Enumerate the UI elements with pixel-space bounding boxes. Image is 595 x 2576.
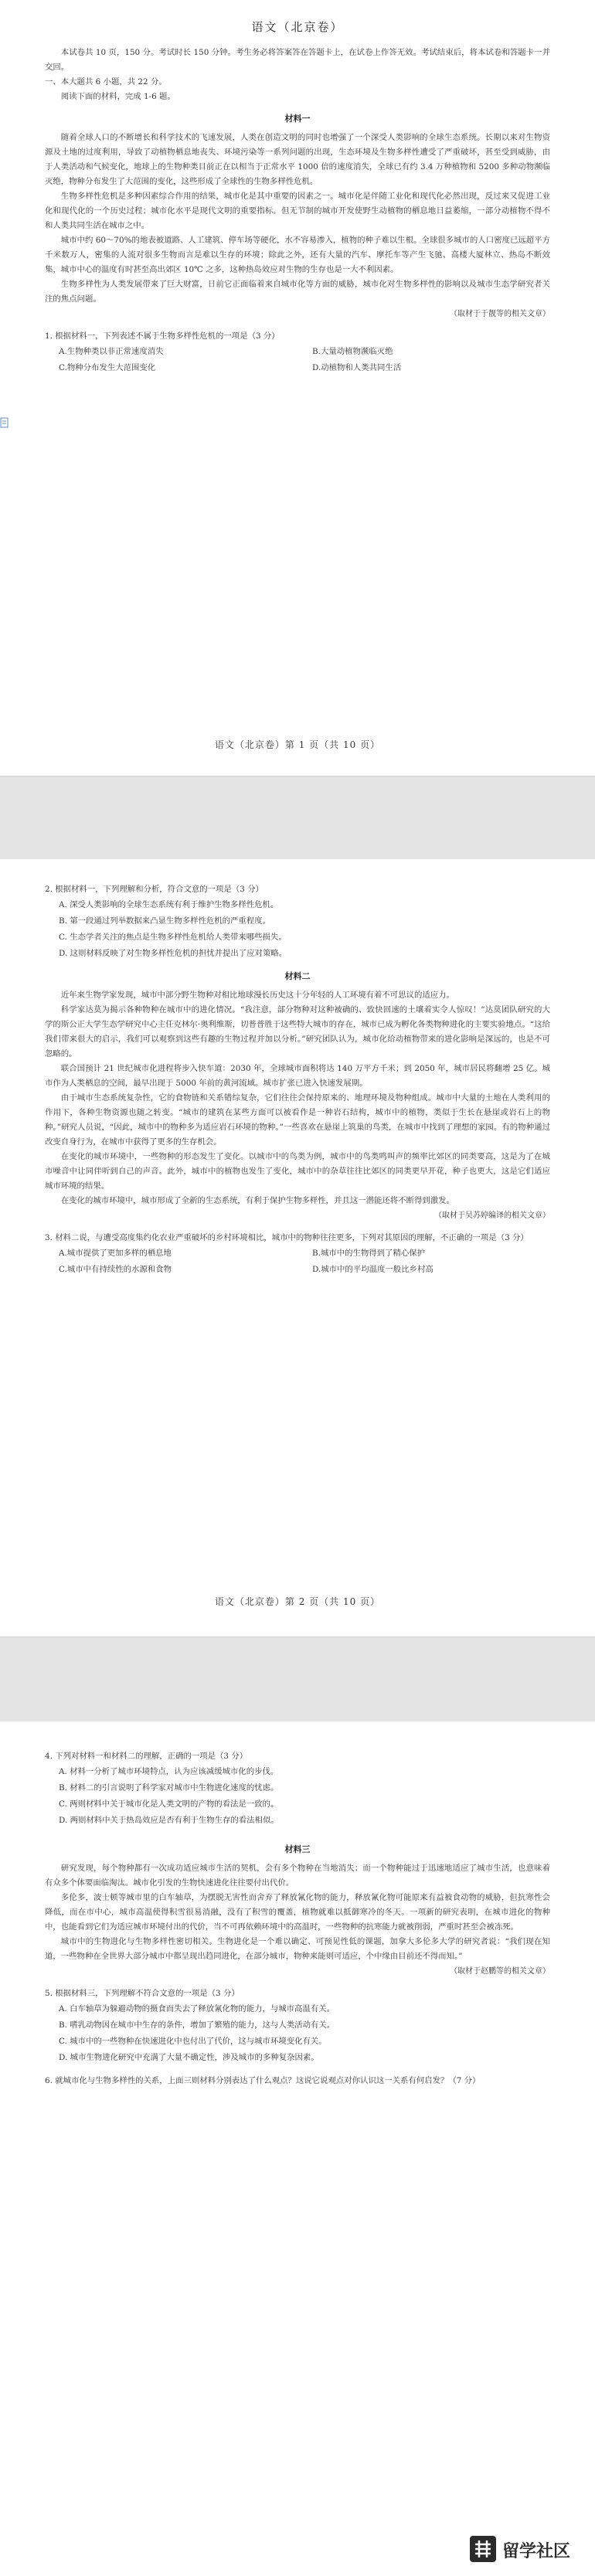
- option-b: B. 第一段通过列举数据来凸显生物多样性危机的严重程度。: [59, 916, 271, 926]
- question-4-stem: 4. 下列对材料一和材料二的理解，正确的一项是（3 分）: [45, 1752, 248, 1761]
- page-footer: 语文（北京卷）第 2 页（共 10 页）: [214, 1596, 381, 1607]
- intro-instructions: 本试卷共 10 页，150 分。考试时长 150 分钟。考生务必将答案答在答题卡上，在试卷上作答无效。考试结束后，将本试卷和答题卡一并交回。: [45, 48, 550, 72]
- material-2-paragraph: 在变化的城市环境中，一些物种的形态发生了变化。以城市中的鸟类为例，城市中的鸟类鸣叫声的频率比郊区的同类要高，这是为了在城市噪音中让同伴听到自己的声音。此外，城市中的植物也发生了变化，城市中的杂草往往比郊区的同类更早开花，种子也更大，这是它们适应城市环境的结果。: [45, 1152, 550, 1191]
- option-a: A. 白车轴草为躲避动物的摄食而失去了释放氰化物的能力，与城市高温有关。: [59, 2004, 335, 2014]
- watermark-logo: [468, 2533, 584, 2568]
- page-3: [0, 1721, 595, 2576]
- option-a: A. 材料一分析了城市环境特点，认为应该减缓城市化的步伐。: [59, 1767, 279, 1776]
- material-1-heading: 材料一: [284, 114, 311, 124]
- option-d: D.动植物和人类共同生活: [312, 363, 402, 372]
- material-3-source: （取材于赵鹏等的相关文章）: [450, 1967, 550, 1976]
- option-a: A.城市提供了更加多样的栖息地: [59, 1249, 172, 1258]
- material-1-paragraph: 生物多样性为人类发展带来了巨大财富，日前它正面临着来自城市化等方面的威胁，城市化对生物多样性的影响以及城市生态学研究者关注的焦点问题。: [45, 280, 550, 304]
- section-header: 一、本大题共 6 小题，共 22 分。: [45, 77, 167, 87]
- page-separator: [0, 776, 595, 861]
- material-2-source: （取材于吴苏婷编译的相关文章）: [434, 1212, 550, 1220]
- question-5-options: [45, 2001, 550, 2066]
- question-3-options: [45, 1246, 550, 1278]
- material-1-paragraph: 城市中约 60～70%的地表被道路、人工建筑、停车场等硬化，水不容易渗入，植物的种子难以生根。全球很多城市的人口密度已远超平方千米数万人，密集的人流对很多生物而言是难以生存的环境；除此之外，还有大量的汽车、摩托车等产生飞驰、高楼大厦林立、热岛不断效集，城市中心的温度有时甚至高出郊区 10℃ 之多，这种热岛效应对生物的生存也是一大不利因素。: [45, 236, 550, 274]
- material-2-paragraph: 联合国预计 21 世纪城市化进程将步入快车道：2030 年，全球城市面积将达 140 万平方千米；到 2050 年，城市居民将翻增 25 亿。城市作为人类栖息的空间，最早出现于 5000 年前的黄河流域。城市扩张已进入快速发展期。: [45, 1064, 550, 1088]
- material-1-paragraph: 生物多样性危机是多种因素综合作用的结果，城市化是其中重要的因素之一。城市化是伴随工业化和现代化必然出现，反过来又促进工业化和现代化的一个历史过程；城市化水平是现代文明的重要指标。但无节制的城市开发使野生动植物的栖息地日益萎缩，一部分动植物不得不和人类共同生活在城市之中。: [45, 192, 550, 230]
- material-3-paragraph: 研究发现，每个物种都有一次成功适应城市生活的契机，会有多个物种在当地消失；而一个物种能过于迅速地适应了城市生活，也意味着有众多个体要面临淘汰。城市化引发的生物快速进化往往要付出代价。: [45, 1864, 550, 1888]
- material-2-paragraph: 由于城市生态系统复杂性，它的食物链和关系错综复杂，它们往往会保持原来的、地理环境及物种组成。城市中大量的土地在人类利用的作用下，各种生物资源也随之转变。“城市的建筑在某些方面可以被看作是一种岩石结构，城市中的植物，类似于生长在悬崖或岩石上的物种。”研究人员说，“因此，城市中的物种多为适应岩石环境的物种。”一些喜欢在悬崖上筑巢的鸟类，在城市中找到了理想的家园。有的物种通过改变自身行为，在城市中获得了更多的生存机会。: [45, 1093, 550, 1147]
- option-d: D. 两则材料中关于热岛效应是否有利于生物生存的看法相似。: [59, 1816, 279, 1825]
- option-d: D. 城市生物进化研究中充满了大量不确定性，涉及城市的多种复杂因素。: [59, 2053, 319, 2062]
- option-c: C. 生态学者关注的焦点是生物多样性危机给人类带来哪些损失。: [59, 933, 287, 942]
- question-1-options: [45, 344, 550, 376]
- material-3-heading: 材料三: [284, 1844, 311, 1854]
- page-2: [0, 859, 595, 1636]
- option-a: A. 深受人类影响的全球生态系统有利于维护生物多样性危机。: [59, 900, 279, 909]
- reading-instruction: 阅读下面的材料，完成 1-6 题。: [60, 92, 175, 101]
- option-c: C.城市中有持续性的水源和食物: [59, 1265, 172, 1274]
- question-4-options: [45, 1764, 550, 1829]
- watermark-text: 留学社区: [502, 2542, 571, 2561]
- page-separator: [0, 1636, 595, 1723]
- material-2-heading: 材料二: [284, 971, 311, 981]
- option-d: D.城市中的平均温度一般比乡村高: [312, 1265, 434, 1274]
- question-6-stem: 6. 就城市化与生物多样性的关系，上面三则材料分别表达了什么观点？这说它说观点对你认识这一关系有何启发？（7 分）: [45, 2076, 481, 2085]
- material-1-source: （取材于于靓等的相关文章）: [450, 310, 550, 318]
- material-3-paragraph: 多伦多，波士顿等城市里的白车轴草，为摆脱无害性而舍弃了释放氰化物的能力，释放氰化物可能原来有益被食动物的威胁，但抗寒性会降低，而在市中心，城市高温使得积雪很易消融，没有了积雪的覆盖，植物就难以抵御寒冷的冬天。一项新的研究表明，在城市进化的物种中，也能看到它们为适应城市环境付出的代价，当不可再依赖环境中的高温时，一些物种的抗寒能力就被削弱，严重时甚至会被冻死。: [45, 1893, 550, 1932]
- option-b: B. 嗜乳动物因在城市中生存的条件，增加了繁殖的能力，这与人类活动有关。: [59, 2020, 335, 2030]
- option-b: B. 材料二的引言说明了科学家对城市中生物进化速度的忧虑。: [59, 1783, 279, 1793]
- option-c: C.物种分布发生大范围变化: [59, 363, 156, 372]
- question-2-stem: 2. 根据材料一，下列理解和分析，符合文意的一项是（3 分）: [45, 885, 264, 894]
- option-b: B.城市中的生物得到了精心保护: [312, 1249, 426, 1258]
- question-3-stem: 3. 材料二说，与遭受高度集约化农业严重破坏的乡村环境相比，城市中的物种往往更多，下列对其原因的理解，不正确的一项是（3 分）: [45, 1233, 529, 1242]
- page-1: [0, 0, 595, 776]
- option-b: B.大量动植物濒临灭绝: [312, 347, 393, 356]
- option-c: C. 城市中的一些物种在快速进化中也付出了代价，这与城市环境变化有关。: [59, 2037, 327, 2046]
- option-a: A.生物种类以非正常速度消失: [59, 347, 164, 356]
- question-1-stem: 1. 根据材料一，下列表述不属于生物多样性危机的一项是（3 分）: [45, 331, 280, 341]
- material-3-paragraph: 城市中的生物进化与生物多样性密切相关。生物进化是一个难以确定、可预见性低的课题，加拿大多伦多大学的研究者说：“我们现在知道，一些物种在全世界大部分城市中都呈现出趋同进化，在部分城市，物种来能则可适应，个中缘由目前还不得而知。”: [45, 1937, 550, 1961]
- material-1-paragraph: 随着全球人口的不断增长和科学技术的飞速发展，人类在创造文明的同时也增强了一个深受人类影响的全球生态系统。长期以来对生物资源及土地的过度利用，导致了动植物栖息地丧失、环境污染等一系列问题的出现，生态环境及生物多样性遭受了严重破坏，甚至受到威胁，由于人类活动和气候变化，地球上的生物种类目前正在以相当于正常水平 1000 倍的速度消失，全球已有约 3.4 万种植物和 5200 多种动物濒临灭绝，物种分布发生了大范围的变化，这些形成了全球性的生物多样性危机。: [45, 133, 550, 186]
- question-5-stem: 5. 根据材料三，下列理解不符合文意的一项是（3 分）: [45, 1989, 240, 1998]
- material-2-paragraph: 在变化的城市环境中，城市形成了全新的生态系统，有利于保护生物多样性，并且这一潜能还将不断得到激发。: [60, 1196, 454, 1205]
- side-bookmark-icon: [0, 417, 9, 428]
- question-2-options: [45, 897, 550, 962]
- exam-title: 语文（北京卷）: [251, 20, 344, 34]
- option-d: D. 这则材料反映了对生物多样性危机的担忧并提出了应对策略。: [59, 949, 287, 958]
- material-2-paragraph: 近年来生物学家发现，城市中部分野生物种对相比地球漫长历史这十分年轻的人工环境有着不可思议的适应力。: [60, 991, 454, 1000]
- page-footer: 语文（北京卷）第 1 页（共 10 页）: [214, 739, 381, 750]
- material-2-paragraph: 科学家达莫为揭示各种物种在城市中的进化情况。“我注意，部分物种对这种被确的、致快回速的土壤着实令人惊叹！”达莫团队研究的大学的斯公正大学生态学研究中心主任克林尔·奥利维斯，切普普胜于这些特大城市的存在，城市已成为孵化各类物种进化的主要实验地点。“这给我们带来很大的启示，我们可以观察到这些有趣的生物过程并加以分析。”研究团队认为，城市化给动植物带来的进化影响是深远的，也是不可忽略的。: [45, 1005, 550, 1059]
- option-c: C. 两则材料中关于城市化是人类文明的产物的看法是一致的。: [59, 1799, 279, 1809]
